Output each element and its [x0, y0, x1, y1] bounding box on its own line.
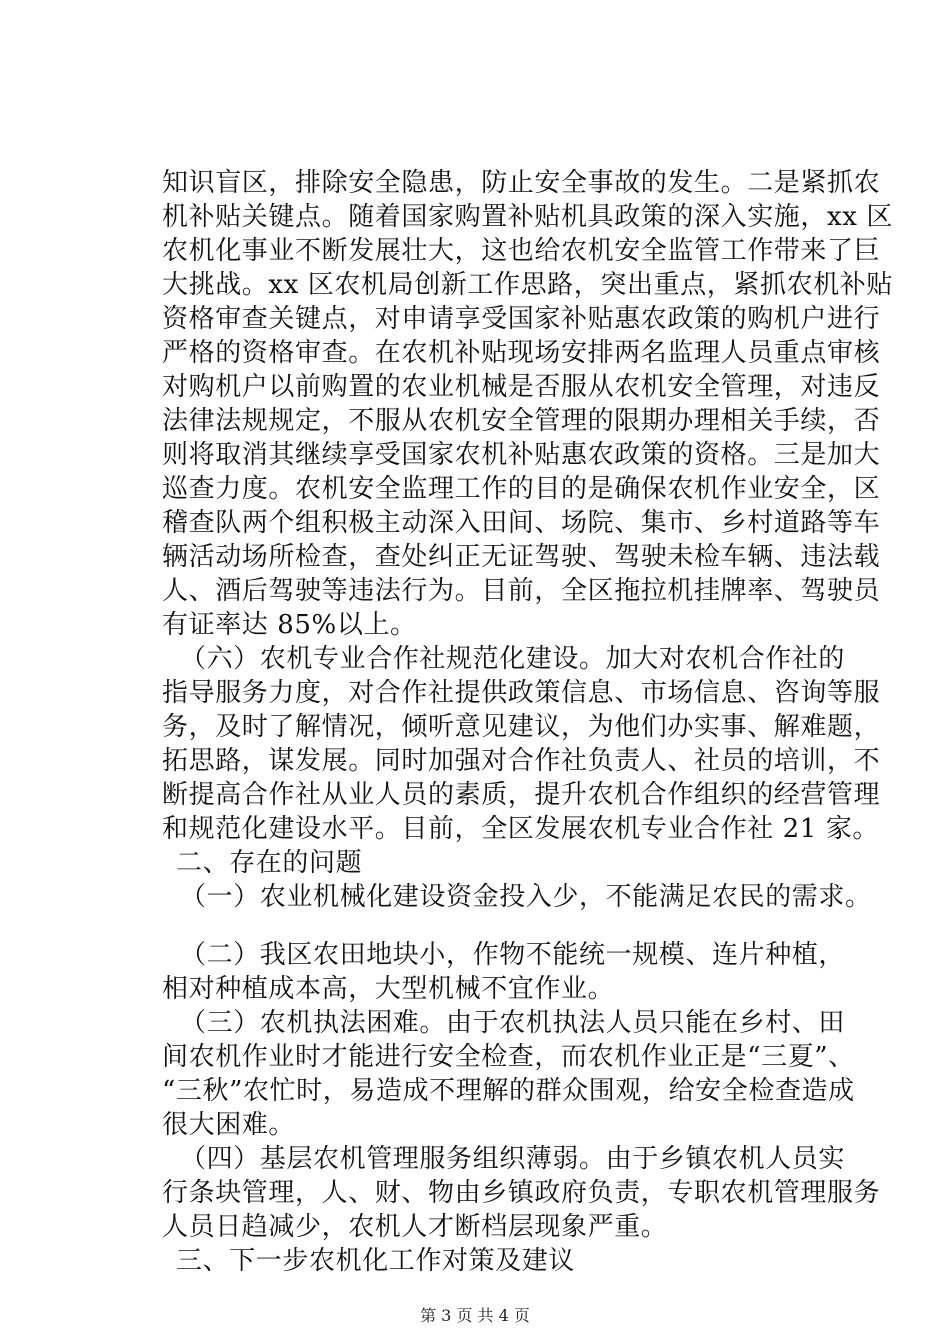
- section-heading: 三、下一步农机化工作对策及建议: [176, 1246, 576, 1276]
- paragraph-line: （三）农机执法困难。由于农机执法人员只能在乡村、田: [180, 1008, 846, 1038]
- paragraph-line: “三秋”农忙时，易造成不理解的群众围观，给安全检查造成: [162, 1076, 855, 1106]
- paragraph-line: 则将取消其继续享受国家农机补贴惠农政策的资格。三是加大: [162, 440, 881, 470]
- paragraph-line: 大挑战。xx 区农机局创新工作思路，突出重点，紧抓农机补贴: [162, 270, 893, 300]
- paragraph-line: 严格的资格审查。在农机补贴现场安排两名监理人员重点审核: [162, 338, 881, 368]
- paragraph-line: 法律法规规定，不服从农机安全管理的限期办理相关手续，否: [162, 406, 881, 436]
- paragraph-line: 机补贴关键点。随着国家购置补贴机具政策的深入实施，xx 区: [162, 202, 893, 232]
- page-footer: 第 3 页 共 4 页: [420, 1306, 530, 1325]
- paragraph-line: （四）基层农机管理服务组织薄弱。由于乡镇农机人员实: [180, 1144, 846, 1174]
- paragraph-line: 断提高合作社从业人员的素质，提升农机合作组织的经营管理: [162, 780, 881, 810]
- paragraph-line: （二）我区农田地块小，作物不能统一规模、连片种植，: [180, 940, 846, 970]
- paragraph-line: 人、酒后驾驶等违法行为。目前，全区拖拉机挂牌率、驾驶员: [162, 576, 881, 606]
- paragraph-line: （六）农机专业合作社规范化建设。加大对农机合作社的: [180, 644, 846, 674]
- paragraph-line: 辆活动场所检查，查处纠正无证驾驶、驾驶未检车辆、违法载: [162, 542, 881, 572]
- paragraph-line: 资格审查关键点，对申请享受国家补贴惠农政策的购机户进行: [162, 304, 881, 334]
- paragraph-line: 指导服务力度，对合作社提供政策信息、市场信息、咨询等服: [162, 678, 881, 708]
- paragraph-line: 间农机作业时才能进行安全检查，而农机作业正是“三夏”、: [162, 1042, 855, 1072]
- paragraph-line: 知识盲区，排除安全隐患，防止安全事故的发生。二是紧抓农: [162, 168, 881, 198]
- paragraph-line: 拓思路，谋发展。同时加强对合作社负责人、社员的培训，不: [162, 746, 881, 776]
- paragraph-line: 相对种植成本高，大型机械不宜作业。: [162, 974, 615, 1004]
- paragraph-line: 有证率达 85%以上。: [162, 610, 417, 640]
- paragraph-line: （一）农业机械化建设资金投入少，不能满足农民的需求。: [180, 882, 872, 912]
- paragraph-line: 巡查力度。农机安全监理工作的目的是确保农机作业安全，区: [162, 474, 881, 504]
- paragraph-line: 和规范化建设水平。目前，全区发展农机专业合作社 21 家。: [162, 814, 880, 844]
- paragraph-line: 稽查队两个组积极主动深入田间、场院、集市、乡村道路等车: [162, 508, 881, 538]
- paragraph-line: 对购机户以前购置的农业机械是否服从农机安全管理，对违反: [162, 372, 881, 402]
- paragraph-line: 很大困难。: [162, 1110, 296, 1140]
- paragraph-line: 农机化事业不断发展壮大，这也给农机安全监管工作带来了巨: [162, 236, 881, 266]
- paragraph-line: 人员日趋减少，农机人才断档层现象严重。: [162, 1212, 668, 1242]
- section-heading: 二、存在的问题: [176, 848, 363, 878]
- paragraph-line: 行条块管理，人、财、物由乡镇政府负责，专职农机管理服务: [162, 1178, 881, 1208]
- paragraph-line: 务，及时了解情况，倾听意见建议，为他们办实事、解难题，: [162, 712, 881, 742]
